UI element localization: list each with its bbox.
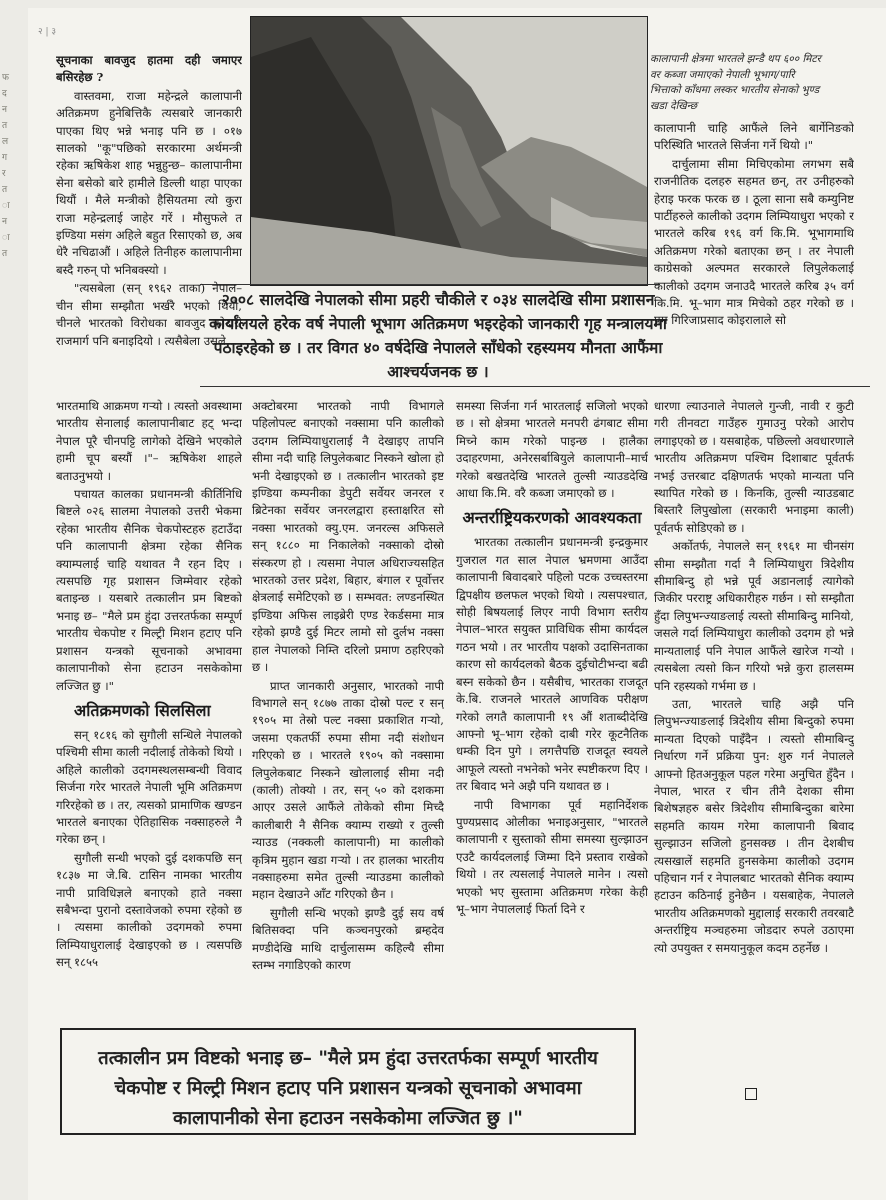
- end-mark: [745, 1088, 757, 1100]
- pull-quote-top-rule: [200, 284, 660, 285]
- paragraph: सुगौली सन्धी भएको दुई दशकपछि सन् १८३७ मा जे.बि. टासिन नामका भारतीय नापी प्राविधिज्ञले बनाएको हाते नक्सा सबैभन्दा पुरानो दस्तावेजको रुपमा रहेको छ । त्यसमा कालीको उदगमको रुपमा लिम्पियाधुरालाई देखाइएको छ । त्यसपछि सन् १८५५: [56, 850, 242, 970]
- paragraph: सुगौली सन्धि भएको झण्डै दुई सय वर्ष बितिसक्दा पनि कञ्चनपुरको ब्रम्हदेव मण्डीदेखि माथि दार्चुलासम्म कहिल्यै सीमा स्तम्भ नगाडिएको कारण: [252, 905, 444, 972]
- pull-quote-rule-left: [200, 386, 670, 387]
- margin-char: न: [2, 217, 7, 227]
- margin-char: त: [2, 185, 8, 195]
- margin-char: ा: [2, 233, 10, 243]
- paragraph: दार्चुलामा सीमा मिचिएकोमा लगभग सबै राजनीतिक दलहरु सहमत छन्, तर उनीहरुको हेराइ फरक फरक छ । ठूला साना सबै कम्युनिष्ट पार्टीहरुले कालीको उदगम लिम्पियाधुरा भएको र भारतले करिब १९६ वर्ग कि.मि. भूभागमाथि अतिक्रमण गरेको बताएका छन् । तर नेपाली काग्रेसको अल्पमत सरकारले लिपुलेकलाई कालीको उदगम जनाउदै भारतले करिब ३५ वर्ग कि.मि. भू–भाग मात्र मिचेको ठहर गरेको छ । प्रम गिरिजाप्रसाद कोइरालाले सो: [654, 156, 854, 328]
- paragraph: भारतका तत्कालीन प्रधानमन्त्री इन्द्रकुमार गुजराल गत साल नेपाल भ्रमणमा आउँदा कालापानी बिवादबारे पहिलो पटक उच्चस्तरमा द्विपक्षीय छलफल भएको थियो । त्यसपश्चात, सोही बिषयलाई लिएर नापी विभाग स्तरीय नेपाल–भारत सयुक्त प्राविधिक सीमा कार्यदल गठन भयो । तर भारतीय पक्षको उदासिनताका कारण सो कार्यदलको बैठक दुईचोटीभन्दा बढी बस्न सकेको छैन । यसैबीच, भारतका राजदूत के.बि. राजनले भारतले आणविक परीक्षण गरेको लगतै कालापानी १९ औं शताब्दीदेखि आफ्नो भू–भाग रहेको दाबी गरेर कूटनैतिक धम्की दिन पुगे । लगत्तैपछि राजदूत स्वयले आफूले त्यस्तो नभनेको भनेर स्पष्टीकरण दिए । तर बिवाद भने अझै पनि यथावत छ ।: [456, 535, 648, 794]
- margin-char: ा: [2, 201, 10, 211]
- margin-char: द: [2, 89, 7, 99]
- paragraph: नापी विभागका पूर्व महानिर्देशक पुण्यप्रसाद ओलीका भनाइअनुसार, "भारतले कालापानी र सुस्ताको सीमा समस्या सुल्झाउन एउटै कार्यदललाई जिम्मा दिने प्रस्ताव राखेको थियो । तर त्यसलाई नेपालले मानेन । त्यसो भएको भए सुस्तामा अतिक्रमण गरेका केही भू–भाग नेपाललाई फिर्ता दिने र: [456, 797, 648, 916]
- section-heading: अतिक्रमणको सिलसिला: [74, 700, 211, 720]
- margin-char: ग: [2, 153, 8, 163]
- mountain-photo: [250, 16, 648, 286]
- paragraph: प्राप्त जानकारी अनुसार, भारतको नापी विभागले सन् १८७७ ताका दोस्रो पल्ट र सन् १९०५ मा तेस्रो पल्ट नक्सा प्रकाशित गऱ्यो, जसमा एकतर्फी रुपमा सीमा नदी संशोधन गरिएको छ । भारतले १९०५ को नक्सामा लिपुलेकबाट निस्कने खोलालाई सीमा नदी (काली) तोक्यो । तर, सन् ५० को दशकमा आएर उसले आफैंले तोकेको सीमा मिच्दै कालीबारी नै सैनिक क्याम्प राख्यो र तुल्सी न्याउड (नक्कली कालापानी) मा कालीको कृत्रिम मुहान खडा गऱ्यो । तर हालका भारतीय नक्साहरुमा समेत तुल्सी न्याउडमा कालीको महान देखाउने आँट गरिएको छैन ।: [252, 678, 444, 902]
- paragraph: अक्टोबरमा भारतको नापी विभागले पहिलोपल्ट बनाएको नक्सामा पनि कालीको उदगम लिम्पियाधुरालाई नै देखाइए तापनि सीमा नदी चाहि लिपुलेकबाट निस्कने खोला हो भनी देखाइएको छ । तत्कालीन भारतको इष्ट इण्डिया कम्पनीका डेपुटी सर्वेयर जनरल र ब्रिटेनका सर्वेयर जनरलद्वारा हस्ताक्षरित सो नक्सा भारतको क्यु.एम. जनरल्स अफिसले सन् १८८० मा निकालेको नक्साको दोस्रो संस्करण हो । त्यसमा नेपाल अधिराज्यसहित भारतको उत्तर प्रदेश, बिहार, बंगाल र पूर्वोत्तर क्षेत्रलाई समेटिएको छ । सम्भवत: लण्डनस्थित इण्डिया अफिस लाइब्रेरी एण्ड रेकर्डसमा मात्र रहेको झण्डै दुई मिटर लामो सो दुर्लभ नक्सा हाल नेपालको निम्ति दरिलो प्रमाण ठहरिएको छ ।: [252, 399, 444, 675]
- paragraph: सन् १८१६ को सुगौली सन्धिले नेपालको पश्चिमी सीमा काली नदीलाई तोकेको थियो । अहिले कालीको उदगमस्थलसम्बन्धी विवाद सिर्जना गरेर भारतले नेपाली भूमि अतिक्रमण गरिरहेको छ । तर, त्यसको प्रामाणिक खण्डन भारतले बनाएका ऐतिहासिक नक्साहरुले नै गरेका छन् ।: [56, 727, 242, 847]
- column-2: [252, 398, 444, 1026]
- margin-fragments: [2, 70, 14, 262]
- intro-paragraph: सूचनाका बावजुद हातमा दही जमाएर बसिरहेछ ?: [56, 53, 242, 85]
- paragraph: समस्या सिर्जना गर्न भारतलाई सजिलो भएको छ । सो क्षेत्रमा भारतले मनपरी ढंगबाट सीमा मिच्ने काम गरेको पाइन्छ । हालैका उदाहरणमा, अनेरसर्बाबियुले कालापानी–मार्च गरेको बखतदेखि भारतले तुल्सी न्याउडदेखि आधा कि.मि. वरै कब्जा जमाएको छ ।: [456, 399, 648, 501]
- margin-char: ल: [2, 137, 9, 147]
- paragraph: अर्कोतर्फ, नेपालले सन् १९६१ मा चीनसंग सीमा सम्झौता गर्दा नै लिम्पियाधुरा त्रिदेशीय सीमाबिन्दु हो भन्ने पूर्व अडानलाई त्यागेको जिकीर परराष्ट्र अधिकारीहरु गर्छन । सो सम्झौता हुँदा लिपुभन्ज्याङलाई त्यस्तो सीमाबिन्दु मानियो, जसले गर्दा लिम्पियाधुरा कालीको उदगम हो भन्ने मान्यतालाई पनि नेपाल आफैंले खारेज गऱ्यो । त्यसबेला त्यसो किन गरियो भन्ने कुरा हालसम्म पनि रहस्यको गर्भमा छ ।: [654, 539, 854, 693]
- column-1-top: [56, 52, 242, 380]
- paragraph: कालापानी चाहि आफैंले लिने बार्गेनिङको परिस्थिति भारतले सिर्जना गर्ने थियो ।": [654, 121, 854, 153]
- bottom-quote-box: तत्कालीन प्रम विष्टको भनाइ छ– "मैले प्रम हुंदा उत्तरतर्फका सम्पूर्ण भारतीय चेकपोष्ट र मिल्ट्री मिशन हटाए पनि प्रशासन यन्त्रको सूचनाको अभावमा कालापानीको सेना हटाउन नसकेकोमा लज्जित छु ।": [60, 1028, 636, 1135]
- margin-char: र: [2, 169, 6, 179]
- column-1-bottom: [56, 398, 242, 1026]
- section-heading: अन्तर्राष्ट्रियकरणको आवश्यकता: [462, 508, 642, 528]
- margin-char: त: [2, 121, 8, 131]
- margin-char: त: [2, 249, 8, 259]
- paragraph: वास्तवमा, राजा महेन्द्रले कालापानी अतिक्रमण हुनेबित्तिकै त्यसबारे जानकारी पाएका थिए भन्ने भनाइ पनि छ । ०१७ सालको "कू"पछिको सरकारमा अर्थमन्त्री रहेका ऋषिकेश शाह भन्नुहुन्छ– कालापानीमा सेना बसेको बारे हामीले डिल्ली थाहा पाएका थियौं । मैले मन्त्रीको हैसियतमा त्यो कुरा राजा महेन्द्रलाई जाहेर गरें । मौसुफले त इण्डिया मसंग अहिले बहुत रिसाएको छ, अब धेरै नचिढाऔं । अहिले तिनीहरु कालापानीमा बस्दै गरुन् पो भनिबक्स्यो ।: [56, 88, 242, 277]
- pull-quote-rule-right: [670, 386, 870, 387]
- column-3: [456, 398, 648, 1026]
- paragraph: पचायत कालका प्रधानमन्त्री कीर्तिनिधि बिष्टले ०२६ सालमा नेपालको उत्तरी भेकमा रहेका भारतीय सैनिक चेकपोस्टहरु हटाउँदा पनि कालापानी क्षेत्रमा रहेका सैनिक क्याम्पलाई चाहि यथावत नै रहन दिए । त्यसपछि गृह प्रशासन जिम्मेवार रहेको बताइन्छ । यसबारे तत्कालीन प्रम बिष्टको भनाइ छ– "मैले प्रम हुंदा उत्तरतर्फका सम्पूर्ण भारतीय चेकपोष्ट र मिल्ट्री मिशन हटाए पनि प्रशासन यन्त्रको सूचनाको अभावमा कालापानीको सेना हटाउन नसकेकोमा लज्जित छु ।": [56, 487, 242, 693]
- page-mark: २ | ३: [38, 27, 57, 37]
- column-4-bottom: [654, 398, 854, 1080]
- mountain-photo-image: [251, 17, 647, 285]
- paragraph: धारणा ल्याउनाले नेपालले गुन्जी, नावी र कुटी गरी तीनवटा गाउँहरु गुमाउनु परेको आरोप लगाइएको छ । यसबाहेक, पछिल्लो अवधारणाले भारतीय अतिक्रमण पश्चिम दिशाबाट पूर्वतर्फ नभई उत्तरबाट दक्षिणतर्फ भएको मान्यता पनि स्थापित गरेको छ । किनकि, तुल्सी न्याउडबाट बिस्तारै लिपुखोला (सरकारी भनाइमा काली) पूर्वतर्फ सोडिएको छ ।: [654, 399, 854, 535]
- column-4-top: [654, 120, 854, 384]
- pull-quote: २००८ सालदेखि नेपालको सीमा प्रहरी चौकीले र ०३४ सालदेखि सीमा प्रशासन कार्यालयले हरेक वर्ष नेपाली भूभाग अतिक्रमण भइरहेको जानकारी गृह मन्त्रालयमा पठाइरहेको छ । तर विगत ४० वर्षदेखि नेपालले साँधेको रहस्यमय मौनता आफैंमा आश्चर्यजनक छ ।: [209, 290, 667, 381]
- photo-caption: कालापानी क्षेत्रमा भारतले झन्डै थप ६०० मिटर वर कब्जा जमाएको नेपाली भूभाग/पारि भित्ताको काँधमा लस्कर भारतीय सेनाको भुण्ड खडा देखिन्छ: [650, 53, 821, 112]
- paragraph: "त्यसबेला (सन् १९६२ ताका) नेपाल–चीन सीमा सम्झौता भर्खरै भएको थियो, चीनले भारतको विरोधका बावजुद कोदारी राजमार्ग पनि बनाइदियो । त्यसैबेला उसले: [56, 281, 242, 348]
- paragraph: उता, भारतले चाहि अझै पनि लिपुभन्ज्याङलाई त्रिदेशीय सीमा बिन्दुको रुपमा मान्यता दिएको पाइँदैन । त्यस्तो सीमाबिन्दु निर्धारण गर्ने प्रक्रिया पुन: शुरु गर्न नेपालले आफ्नो हितअनुकूल पहल गरेमा अनुचित हुँदैन । नेपाल, भारत र चीन तीनै देशका सीमा बिशेषज्ञहरु बसेर त्रिदेशीय सीमाबिन्दुका बारेमा सहमति कायम गरेमा कालापानी बिवाद सुल्झाउन सजिलो हुनसक्छ । तीन देशबीच त्यसखालें सहमति हुनसकेमा कालीको उदगम पहिचान गर्न र नेपालबाट भारतको सैनिक क्याम्प हटाउन कठिनाई हुनेछैन । यसबाहेक, नेपालले भारतीय अतिक्रमणको मुद्दालाई सरकारी तवरबाटै अन्तर्राष्ट्रिय मञ्चहरुमा जोडदार रुपले उठाएमा त्यो उपयुक्त र समयानुकूल कदम ठहर्नेछ ।: [654, 696, 854, 955]
- margin-char: फ: [2, 73, 9, 83]
- margin-char: न: [2, 105, 7, 115]
- paragraph: भारतमाथि आक्रमण गऱ्यो । त्यस्तो अवस्थामा भारतीय सेनालाई कालापानीबाट हट् भन्दा नेपाल पूरै चीनपट्टि लागेको देखिने भएकोले हामी चूप बस्यौं ।"– ऋषिकेश शाहले बताउनुभयो ।: [56, 399, 242, 483]
